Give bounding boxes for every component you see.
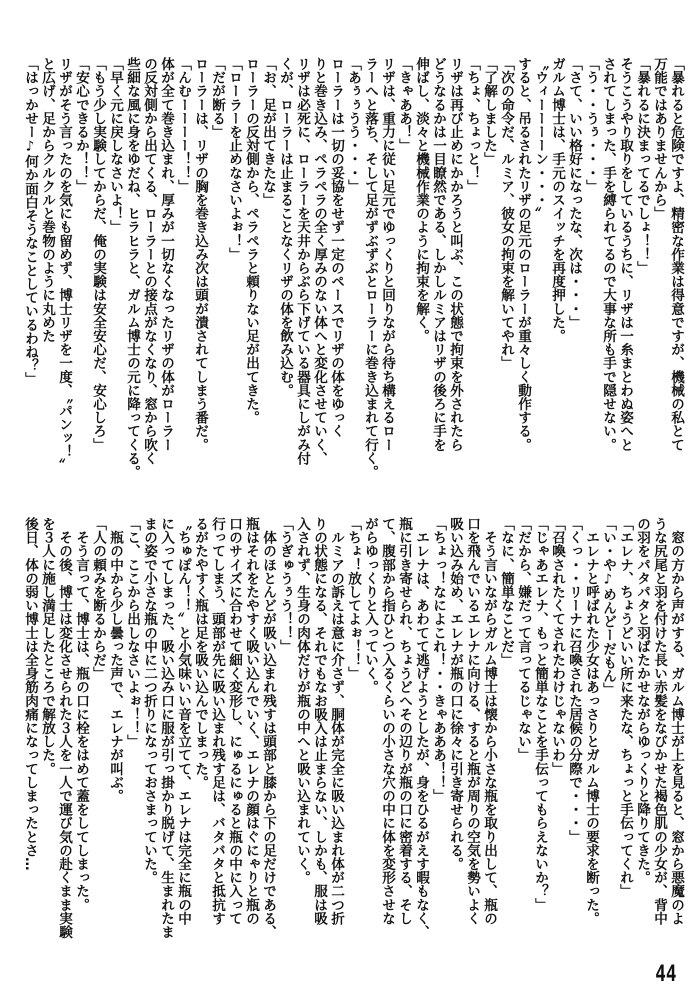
text-line: ローラーは、リザの胸を巻き込み次は頭が潰されてしまう番だ。 [192,57,208,452]
text-line: すると、吊るされたリザの足元のローラーが重々しく動作する。 [515,57,531,452]
text-line: 「エレナ、ちょうどいい所に来たな、ちょっと手伝ってくれ」 [617,517,633,898]
text-line: 「う・・うぅ・・・」 [583,57,599,193]
text-line: 「あぅぅうう・・・」 [345,57,361,193]
text-line: 体が全て巻き込まれ、厚みが一切なくなったリザの体がローラー [158,57,174,452]
text-line: 「了解しました」 [481,57,497,166]
text-line: ガルム博士は、手元のスイッチを再度押した。 [549,57,565,343]
text-line: 瓶はそれをたやすく吸い込んでいく、エレナの顔はぐにゃりと瓶の [243,517,259,925]
text-line: 「じゃあエレナ、もっと簡単なことを手伝ってもらえないか？」 [532,517,548,912]
text-line: がらゆっくりと入っていく。 [362,517,378,694]
text-line: エレナと呼ばれた少女はあっさりとガルム博士の要求を断った。 [583,517,599,925]
text-line: くが、ローラーは止まることなくリザの体を飲み込む。 [277,57,293,397]
text-line: まの姿で小さな瓶の中に二つ折りになっておさまっていた。 [141,517,157,885]
text-line: エレナは、あわてて逃げようとしたが、身をひるがえす暇もなく、 [413,517,429,939]
text-line: 窓の方から声がする、ガルム博士が上を見ると、窓から悪魔のよ [668,517,684,925]
text-line: 「ちょ、ちょっと！」 [464,57,480,193]
text-line: 「暴れるに決まってるでしょ！！」 [634,57,650,275]
text-line: を３人に施し満足したところで解放した。 [39,517,55,776]
text-line: 〝ちゅぽん！！〟と小気味いい音を立てて、エレナは完全に瓶の中 [175,517,191,925]
text-line: 「ローラーを止めなさいよぉ！」 [226,57,242,261]
text-line: 「暴れると危険ですよ、精密な作業は得意ですが、機械の私とて [668,57,684,452]
text-line: りの状態になる、それでもなお吸入は止まらない、しかも、服は吸 [311,517,327,925]
text-line: そう言って、博士は、瓶の口に栓をはめて蓋をしてしまった。 [73,517,89,912]
text-line: て、腹部から指ひとつ入るくらいの小さな穴の中に体を変形させな [379,517,395,925]
text-line: そう言いながらガルム博士は懐から小さな瓶を取り出して、瓶の [481,517,497,925]
text-line: 「お、足が出てきたな」 [260,57,276,207]
text-line: 「んむーーーー！！」 [175,57,191,193]
text-line: その後、博士は変化させられた３人を一人で運び気の赴くまま実験 [56,517,72,939]
text-line: リザは必死に、ローラーを天井からぶら下げている器具にしがみ付 [294,57,310,465]
text-line: 「安心できるか！！」 [73,57,89,193]
text-line: の反対側から出てくる、ローラーとの接点がなくなり、窓から吹く [141,57,157,465]
text-line: 「次の命令だ、ルミア、彼女の拘束を解いてやれ」 [498,57,514,370]
text-line: ローラーは一切の妥協をせず一定のペースでリザの体をゆっく [328,57,344,438]
text-line: されてしまった、手を縛られてるので大事な所も手で隠せない。 [600,57,616,452]
text-line: 「なに、簡単なことだ」 [498,517,514,667]
text-line: リザは、重力に従い足元でゆっくりと回りながら待ち構えるロー [379,57,395,452]
text-line: 入されず、生身の肉体だけが瓶の中へと吸い込まれていく。 [294,517,310,885]
text-line: 〝ウィーーーーン・・・〟 [532,57,548,221]
text-line: リザは再び止めにかかろうと叫ぶ、この状態で拘束を外されたら [447,57,463,452]
text-line: 口のサイズに合わせて細く変形し、にゅるにゅると瓶の中に入って [226,517,242,925]
text-line: 「ちょっ！なによこれ！・・きゃあああ！！」 [430,517,446,803]
text-line: 後日、体の弱い博士は全身筋肉痛になってしまったとさ… [22,517,38,871]
text-line: 「うぎゅうぅう！！」 [277,517,293,653]
text-line: 吸い込み始め、エレナが瓶の口に徐々に引き寄せられる。 [447,517,463,871]
text-block-top [21,57,684,487]
text-line: 口を飛んでいるエレナに向ける、すると瓶が周りの空気を勢いよく [464,517,480,925]
text-line: 「だから、嫌だって言ってるじゃない」 [515,517,531,762]
text-line: 「人の頼みを断るからだ」 [90,517,106,681]
text-line: 「召喚されたくてされたわけじゃないわ」 [549,517,565,776]
text-line: 「早く元に戻しなさいよ！」 [107,57,123,234]
text-block-bottom [21,517,684,947]
text-line: どうなるかは一目瞭然である、しかしルミアはリザの後ろに手を [430,57,446,452]
text-line: 些細な風に身をゆだね、ヒラヒラと、ガルム博士の元に降ってくる。 [124,57,140,479]
text-line: 「こ、ここから出しなさいよぉ！！」 [124,517,140,749]
text-line: 体のほとんどが吸い込まれ残すは頭部と膝から下の足だけである、 [260,517,276,939]
text-line: 瓶に引き寄せられ、ちょうどへその辺りが瓶の口に密着する、そし [396,517,412,925]
text-line: リザがそう言ったのを気にも留めず、博士リザを一度、〝パンッ！〟 [56,57,72,472]
text-line: 「はっかせー♪何か面白そうなことしているわね？」 [22,57,38,386]
text-line: 「きゃああ！」 [396,57,412,153]
text-line: 「ちょ！放してよぉ！！」 [345,517,361,681]
text-line: 「だが断る」 [209,57,225,139]
text-line: 行ってしまう、頭部が先に吸い込まれ残す足は、バタバタと抵抗す [209,517,225,925]
text-line: ローラーの反対側から、ペラペラと頼りない足が出てきた。 [243,57,259,425]
text-line: そうこうやり取りをしているうちに、リザは一糸まとわぬ姿へと [617,57,633,452]
text-line: 「い・や♪めんどーだもん」 [600,517,616,697]
text-line: 「くっ・・リーナに召喚された居候の分際で・・・」 [566,517,582,844]
text-line: 万能ではありませんから」 [651,57,667,221]
text-line: に入ってしまった、吸い込み口に服が引っ掛かり脱げて、生まれたま [158,517,174,939]
text-line: ルミアの訴えは意に介さず、胴体が完全に吸い込まれ体が二つ折 [328,517,344,925]
text-line: 「さて、いい格好になったな、次は・・・」 [566,57,582,329]
page-number: 44 [654,962,676,987]
text-line: るがたやすく瓶は足を吸い込んでしまった。 [192,517,208,789]
text-line: 伸ばし、淡々と機械作業のように拘束を解く。 [413,57,429,343]
text-line: の羽をパタパタと羽ばたかせながらゆっくりと降りてきた。 [634,517,650,885]
text-line: ラーへと落ち、そして足がずぶずぶとローラーに巻き込まれて行く。 [362,57,378,479]
text-line: りと巻き込み、ペラペラの全く厚みのない体へと変化させていく、 [311,57,327,465]
text-line: 瓶の中から少し曇った声で、エレナが叫ぶ。 [107,517,123,803]
text-line: と広げ、足からクルクルと巻物のように丸めた [39,57,55,343]
text-line: 「もう少し実験してからだ、俺の実験は安全安心だ、安心しろ」 [90,57,106,452]
text-line: うな尻尾と羽を付けた長い赤髪をなびかせた褐色肌の少女が、背中 [651,517,667,925]
